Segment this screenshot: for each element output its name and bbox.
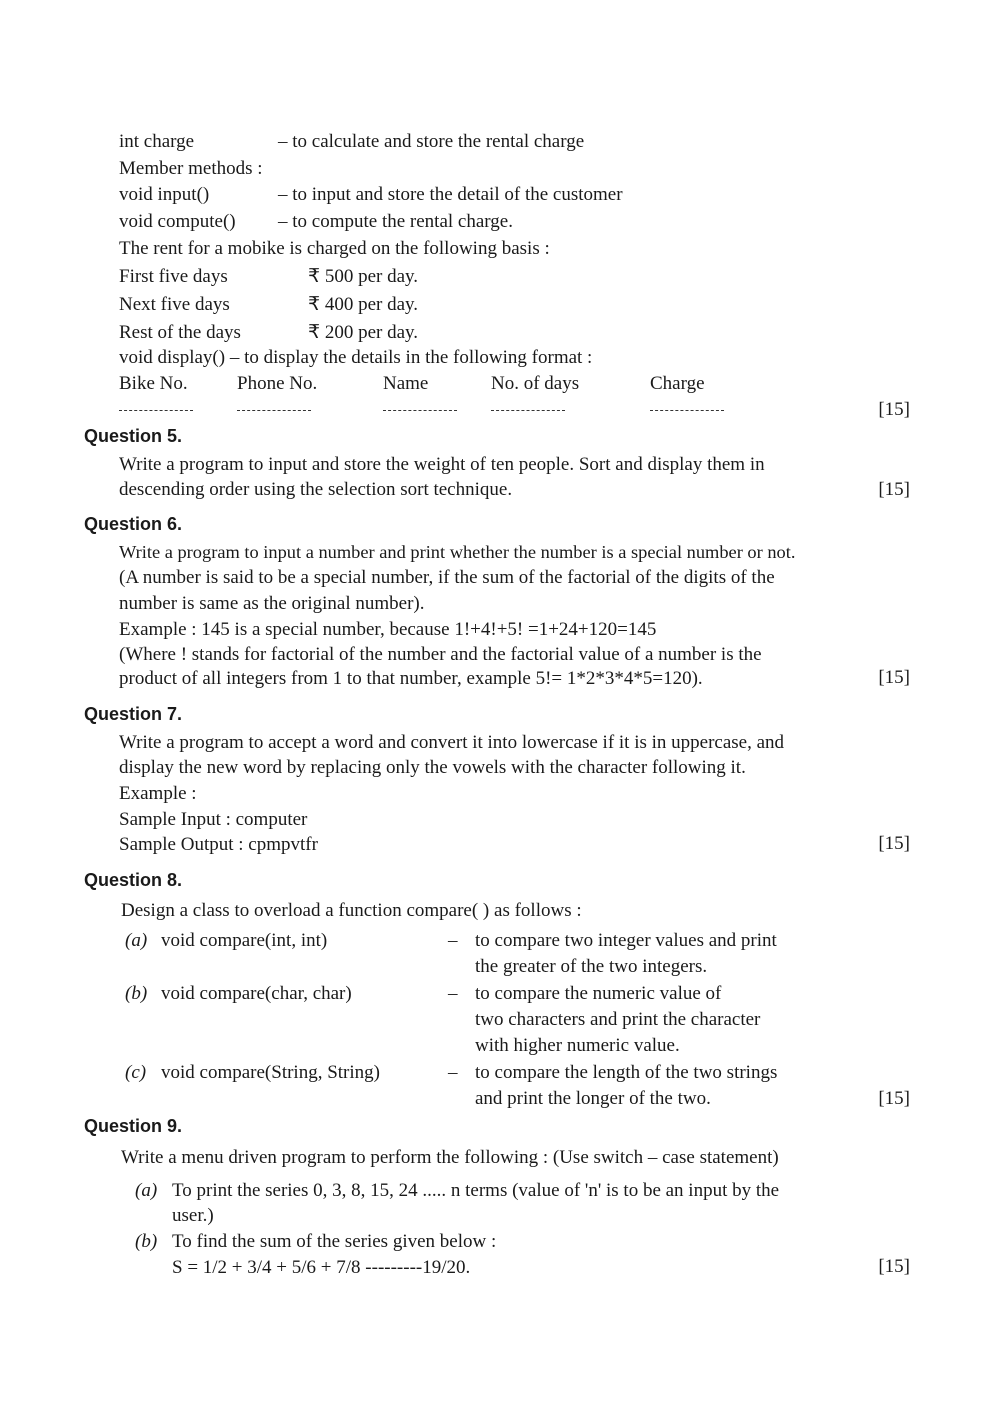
q9-series: S = 1/2 + 3/4 + 5/6 + 7/8 ---------19/20. bbox=[172, 1257, 471, 1278]
question-8-heading: Question 8. bbox=[84, 870, 183, 890]
q8-item-a-desc: to compare two integer values and print bbox=[475, 930, 777, 951]
method-display: void display() – to display the details in the following format : bbox=[119, 347, 593, 368]
marks: [15] bbox=[878, 833, 910, 854]
q9-item-b-text: To find the sum of the series given below : bbox=[172, 1231, 497, 1252]
q8-item-c-desc: to compare the length of the two strings bbox=[475, 1062, 778, 1083]
question-9-heading: Question 9. bbox=[84, 1116, 183, 1136]
method-input-desc: – to input and store the detail of the customer bbox=[278, 184, 623, 205]
q7-example-label: Example : bbox=[119, 783, 197, 804]
q8-item-a-desc: the greater of the two integers. bbox=[475, 956, 708, 977]
column-header: Phone No. bbox=[237, 373, 318, 394]
q6-text: (A number is said to be a special number, if the sum of the factorial of the digits of the bbox=[119, 567, 775, 588]
var-charge-desc: – to calculate and store the rental charge bbox=[278, 131, 585, 152]
method-input: void input() bbox=[119, 184, 210, 205]
question-7-heading: Question 7. bbox=[84, 704, 183, 724]
q8-item-a-signature: void compare(int, int) bbox=[161, 930, 328, 951]
column-header: No. of days bbox=[491, 373, 580, 394]
marks: [15] bbox=[878, 1256, 910, 1277]
q8-intro: Design a class to overload a function compare( ) as follows : bbox=[121, 900, 582, 921]
q8-item-a-label: (a) bbox=[125, 930, 148, 951]
rate-value: ₹ 400 per day. bbox=[308, 294, 419, 315]
rate-value: ₹ 500 per day. bbox=[308, 266, 419, 287]
q8-item-c-label: (c) bbox=[125, 1062, 147, 1083]
marks: [15] bbox=[878, 667, 910, 688]
q9-item-b-label: (b) bbox=[135, 1231, 158, 1252]
var-charge: int charge bbox=[119, 131, 195, 152]
q8-item-b-desc: to compare the numeric value of bbox=[475, 983, 722, 1004]
method-compute-desc: – to compute the rental charge. bbox=[278, 211, 513, 232]
q8-item-b-desc: two characters and print the character bbox=[475, 1009, 761, 1030]
q8-item-b-dash: – bbox=[448, 983, 458, 1004]
rate-value: ₹ 200 per day. bbox=[308, 322, 419, 343]
column-header: Charge bbox=[650, 373, 705, 394]
question-5-heading: Question 5. bbox=[84, 426, 183, 446]
q7-text: Write a program to accept a word and convert it into lowercase if it is in uppercase, and bbox=[119, 732, 785, 753]
q9-item-a-text: user.) bbox=[172, 1205, 214, 1226]
q8-item-a-dash: – bbox=[448, 930, 458, 951]
rate-period: Rest of the days bbox=[119, 322, 241, 343]
q8-item-c-signature: void compare(String, String) bbox=[161, 1062, 380, 1083]
question-6-heading: Question 6. bbox=[84, 514, 183, 534]
q8-item-b-desc: with higher numeric value. bbox=[475, 1035, 680, 1056]
q9-item-a-label: (a) bbox=[135, 1180, 158, 1201]
member-methods-heading: Member methods : bbox=[119, 158, 263, 179]
column-header: Name bbox=[383, 373, 429, 394]
column-placeholder-line bbox=[491, 410, 565, 411]
column-placeholder-line bbox=[650, 410, 724, 411]
column-header: Bike No. bbox=[119, 373, 188, 394]
q5-text: descending order using the selection sort technique. bbox=[119, 479, 513, 500]
q6-text: Write a program to input a number and print whether the number is a special number or not. bbox=[119, 542, 796, 562]
q6-example: Example : 145 is a special number, because 1!+4!+5! =1+24+120=145 bbox=[119, 619, 657, 640]
q5-text: Write a program to input and store the weight of ten people. Sort and display them in bbox=[119, 454, 765, 475]
column-placeholder-line bbox=[237, 410, 311, 411]
q8-item-b-label: (b) bbox=[125, 983, 148, 1004]
q7-sample-output: Sample Output : cpmpvtfr bbox=[119, 834, 318, 855]
rate-period: First five days bbox=[119, 266, 228, 287]
q8-item-b-signature: void compare(char, char) bbox=[161, 983, 352, 1004]
method-compute: void compute() bbox=[119, 211, 236, 232]
marks: [15] bbox=[878, 399, 910, 420]
rate-period: Next five days bbox=[119, 294, 230, 315]
q6-text: product of all integers from 1 to that number, example 5!= 1*2*3*4*5=120). bbox=[119, 668, 703, 689]
marks: [15] bbox=[878, 479, 910, 500]
q8-item-c-dash: – bbox=[448, 1062, 458, 1083]
q7-sample-input: Sample Input : computer bbox=[119, 809, 308, 830]
marks: [15] bbox=[878, 1088, 910, 1109]
rent-basis: The rent for a mobike is charged on the following basis : bbox=[119, 238, 550, 259]
q9-intro: Write a menu driven program to perform the following : (Use switch – case statement) bbox=[121, 1147, 779, 1168]
q6-text: number is same as the original number). bbox=[119, 593, 425, 614]
column-placeholder-line bbox=[383, 410, 457, 411]
column-placeholder-line bbox=[119, 410, 193, 411]
q6-text: (Where ! stands for factorial of the number and the factorial value of a number is the bbox=[119, 644, 762, 665]
q8-item-c-desc: and print the longer of the two. bbox=[475, 1088, 711, 1109]
q7-text: display the new word by replacing only the vowels with the character following it. bbox=[119, 757, 746, 778]
q9-item-a-text: To print the series 0, 3, 8, 15, 24 ..... n terms (value of 'n' is to be an input by the bbox=[172, 1180, 780, 1201]
